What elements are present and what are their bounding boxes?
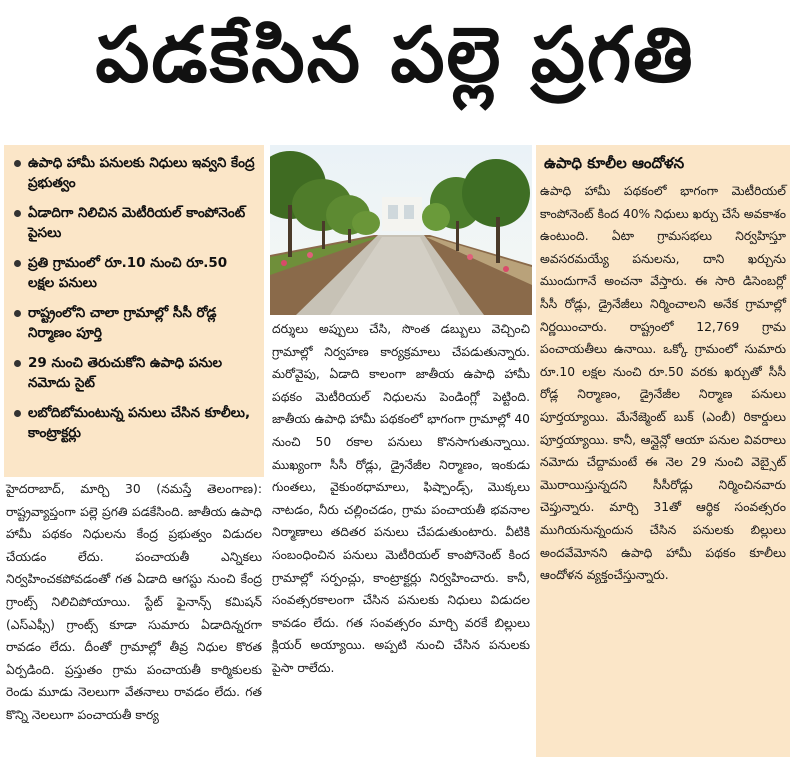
headline: పడకేసిన పల్లె ప్రగతి: [95, 10, 695, 99]
highlight-item: [12, 303, 258, 343]
article-paragraph: దర్శులు అప్పులు చేసి, సొంత డబ్బులు వెచ్చించి గ్రామాల్లో నిర్వహణ కార్యక్రమాలు చేపడుతున్నారు. మరోవైపు, ఏడాది కాలంగా జాతీయ ఉపాధి హామీ పథకం మెటీరియల్ నిధులను పెండింగ్లో పెట్టింది. జాతీయ ఉపాధి హామీ పథకంలో భాగంగా గ్రామాల్లో 40 నుంచి 50 రకాల పనులు కొనసాగుతున్నాయి. ముఖ్యంగా సీసీ రోడ్లు, డ్రైనేజీల నిర్మాణం, ఇంకుడు గుంతలు, వైకుంఠధామాలు, ఫిష్పాండ్స్, మొక్కలు నాటడం, నీరు చల్లించడం, గ్రామ పంచాయతీ భవనాల నిర్మాణాలు తదితర పనులు చేపడుతుంటారు. వీటికి సంబంధించిన పనులు మెటీరియల్ కాంపోనెంట్ కింద గ్రామాల్లో సర్పంచ్లు, కాంట్రాక్టర్లు నిర్వహించారు. కానీ, సంవత్సరకాలంగా చేసిన పనులకు నిధులు విడుదల కావడం లేదు. గత సంవత్సరం మార్చి వరకే బిల్లులు క్లియర్ అయ్యాయి. అప్పటి నుంచి చేసిన పనులకు పైసా రాలేదు.: [272, 322, 530, 675]
highlight-text: 29 నుంచి తెరుచుకోని ఉపాధి పనుల నమోదు సైట్: [28, 355, 223, 391]
bullet-icon: [14, 160, 21, 167]
highlights-box: [4, 145, 264, 477]
highlight-item: [12, 153, 258, 193]
highlight-text: రాష్ట్రంలోని చాలా గ్రామాల్లో సీసీ రోడ్ల నిర్మాణం పూర్తి: [28, 305, 217, 341]
bullet-icon: [14, 260, 21, 267]
highlights-list: [12, 153, 258, 443]
highlight-text: ఏడాదిగా నిలిచిన మెటీరియల్ కాంపోనెంట్ పైసలు: [28, 205, 246, 241]
bullet-icon: [14, 360, 21, 367]
sidebar-body: [540, 180, 786, 587]
bullet-icon: [14, 410, 21, 417]
highlight-item: [12, 203, 258, 243]
bullet-icon: [14, 310, 21, 317]
highlight-text: ఉపాధి హామీ పనులకు నిధులు ఇవ్వని కేంద్ర ప్రభుత్వం: [28, 155, 255, 191]
article-column-left: [6, 478, 262, 727]
highlight-text: లబోదిబోమంటున్న పనులు చేసిన కూలీలు, కాంట్రాక్టర్లు: [28, 405, 251, 441]
highlight-item: [12, 253, 258, 293]
highlight-text: ప్రతి గ్రామంలో రూ.10 నుంచి రూ.50 లక్షల పనులు: [28, 255, 228, 291]
bullet-icon: [14, 210, 21, 217]
road-photo-image: [270, 145, 532, 315]
article-paragraph: హైదరాబాద్, మార్చి 30 (నమస్తే తెలంగాణ): రాష్ట్రవ్యాప్తంగా పల్లె ప్రగతి పడకేసింది. జాతీయ ఉపాధి హామీ పథకం నిధులను కేంద్ర ప్రభుత్వం విడుదల చేయడం లేదు. పంచాయతీ ఎన్నికలు నిర్వహించకపోవడంతో గత ఏడాది ఆగస్టు నుంచి కేంద్ర గ్రాంట్స్ నిలిచిపోయాయి. స్టేట్ ఫైనాన్స్ కమిషన్ (ఎస్ఎఫ్సీ) గ్రాంట్స్ కూడా సుమారు ఏడాదిన్నరగా రావడం లేదు. దీంతో గ్రామాల్లో తీవ్ర నిధుల కొరత ఏర్పడింది. ప్రస్తుతం గ్రామ పంచాయతీ కార్మికులకు రెండు మూడు నెలలుగా వేతనాలు రావడం లేదు. గత కొన్ని నెలలుగా పంచాయతీ కార్య: [6, 482, 262, 722]
article-column-middle: [272, 318, 530, 680]
highlight-item: [12, 403, 258, 443]
highlight-item: [12, 353, 258, 393]
village-road-photo: [270, 145, 532, 315]
sidebar-paragraph: ఉపాధి హామీ పథకంలో భాగంగా మెటీరియల్ కాంపోనెంట్ కింద 40% నిధులు ఖర్చు చేసే అవకాశం ఉంటుంది. ఏటా గ్రామసభలు నిర్వహిస్తూ అవసరమయ్యే పనులను, దాని ఖర్చును ముందుగానే అంచనా వేస్తారు. ఈ సారి డిసెంబర్లో సీసీ రోడ్లు, డ్రైనేజీలు నిర్మించాలని అనేక గ్రామాల్లో నిర్ణయించారు. రాష్ట్రంలో 12,769 గ్రామ పంచాయతీలు ఉనాయి. ఒక్కో గ్రామంలో సుమారు రూ.10 లక్షల నుంచి రూ.50 వరకు ఖర్చుతో సీసీ రోడ్ల నిర్మాణం, డ్రైనేజీల నిర్మాణ పనులు పూర్తయ్యాయి. మేనేజ్మెంట్ బుక్ (ఎంబీ) రికార్డులు పూర్తయ్యాయి. కానీ, ఆన్లైన్లో ఆయా పనుల వివరాలు నమోదు చేద్దామంటే ఈ నెల 29 నుంచి వెబ్సైట్ మొరాయిస్తున్నదని సీసీరోడ్లు నిర్మించినవారు చెప్తున్నారు. మార్చి 31తో ఆర్థిక సంవత్సరం ముగియనున్నందున చేసిన పనులకు బిల్లులు అందవేమోనని ఉపాధి హామీ పథకం కూలీలు ఆందోళన వ్యక్తంచేస్తున్నారు.: [540, 184, 786, 583]
sidebar-title: ఉపాధి కూలీల ఆందోళన: [544, 154, 685, 172]
